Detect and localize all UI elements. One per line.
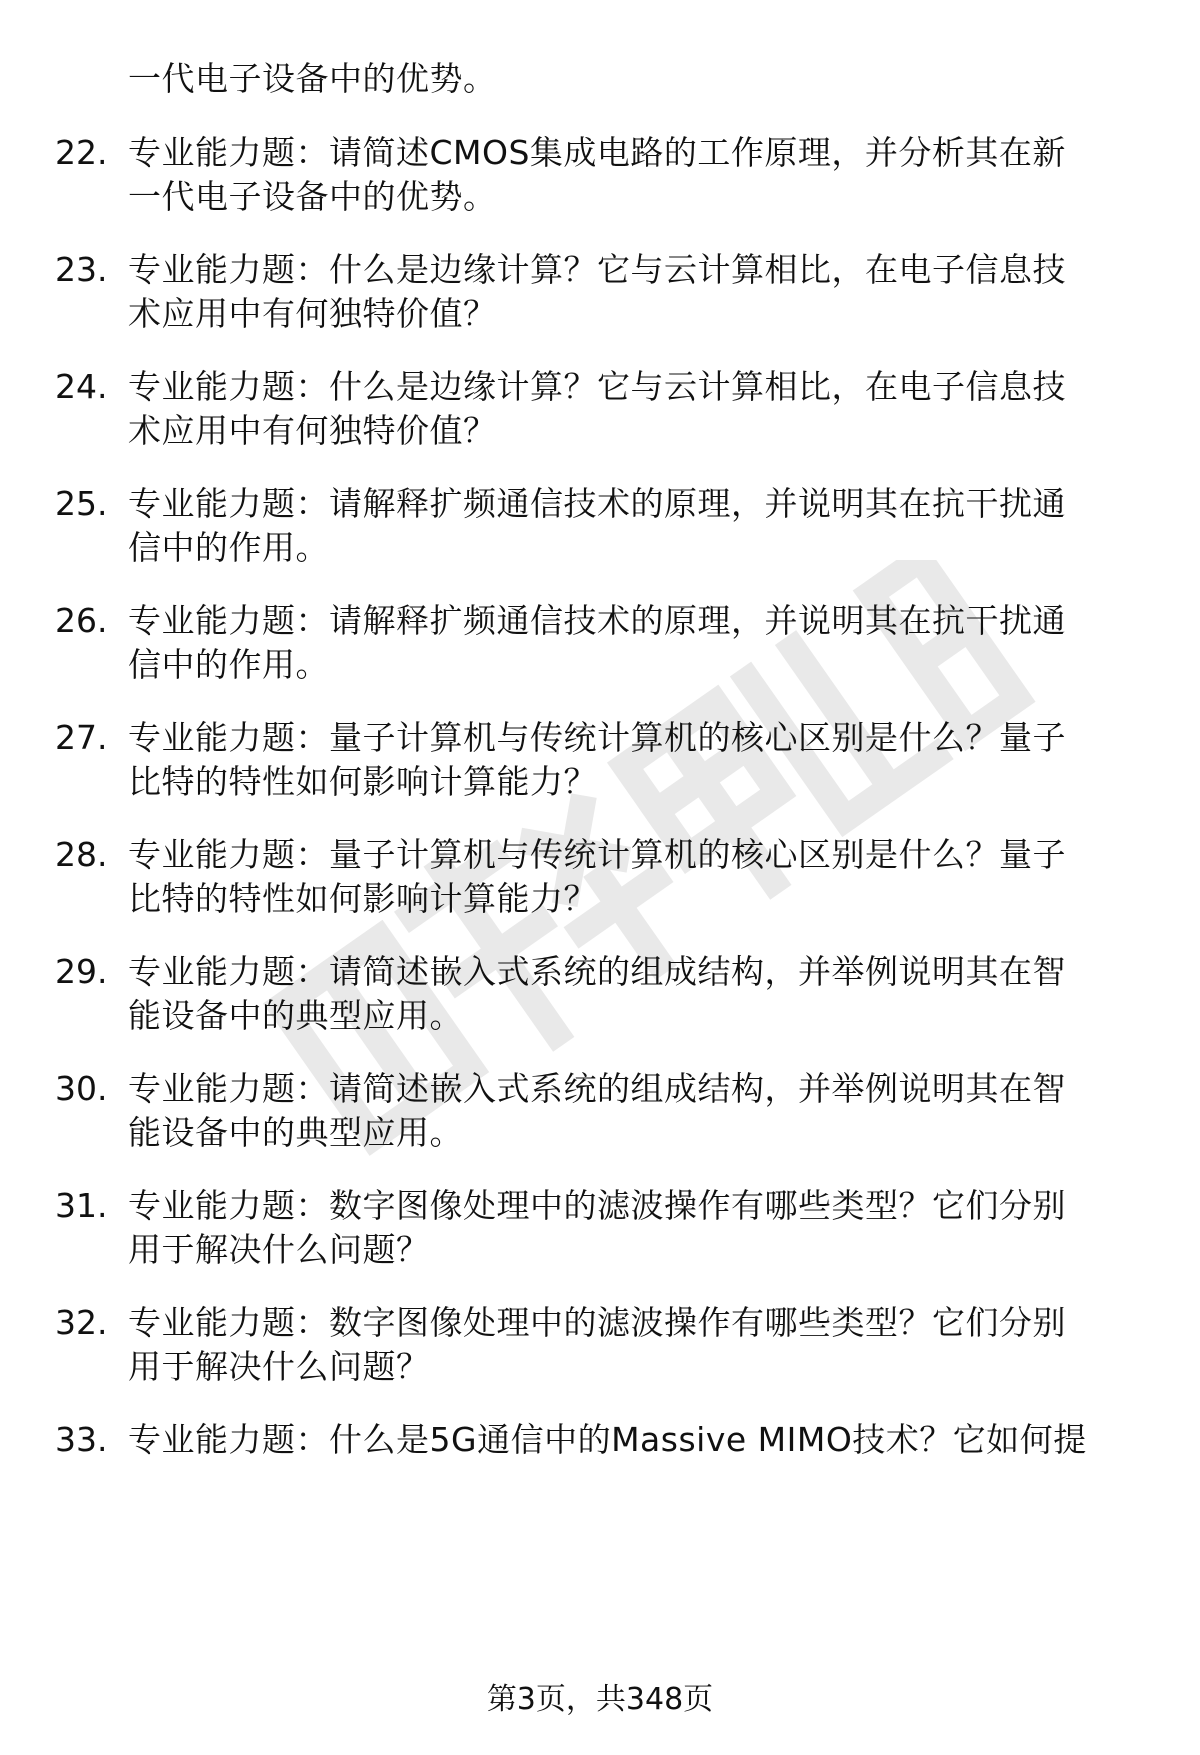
item-number: 23. xyxy=(55,250,108,289)
item-text: 用于解决什么问题？ xyxy=(128,1230,430,1269)
item-text: 信中的作用。 xyxy=(128,528,329,567)
continuation-text: 一代电子设备中的优势。 xyxy=(128,59,497,98)
item-text: 专业能力题：数字图像处理中的滤波操作有哪些类型？它们分别 xyxy=(128,1303,1066,1342)
item-number: 31. xyxy=(55,1186,108,1225)
item-text: 术应用中有何独特价值？ xyxy=(128,294,497,333)
item-text: 比特的特性如何影响计算能力？ xyxy=(128,879,597,918)
item-text: 专业能力题：量子计算机与传统计算机的核心区别是什么？量子 xyxy=(128,835,1066,874)
item-text: 术应用中有何独特价值？ xyxy=(128,411,497,450)
item-text: 比特的特性如何影响计算能力？ xyxy=(128,762,597,801)
item-text: 一代电子设备中的优势。 xyxy=(128,177,497,216)
item-text: 专业能力题：什么是边缘计算？它与云计算相比，在电子信息技 xyxy=(128,367,1066,406)
item-text: 用于解决什么问题？ xyxy=(128,1347,430,1386)
item-text: 专业能力题：什么是5G通信中的Massive MIMO技术？它如何提 xyxy=(128,1420,1087,1459)
item-text: 信中的作用。 xyxy=(128,645,329,684)
item-text: 专业能力题：请解释扩频通信技术的原理，并说明其在抗干扰通 xyxy=(128,601,1066,640)
item-number: 24. xyxy=(55,367,108,406)
page-footer: 第3页，共348页 xyxy=(486,1682,714,1717)
item-text: 专业能力题：请解释扩频通信技术的原理，并说明其在抗干扰通 xyxy=(128,484,1066,523)
item-text: 专业能力题：请简述嵌入式系统的组成结构，并举例说明其在智 xyxy=(128,1069,1066,1108)
item-number: 22. xyxy=(55,133,108,172)
item-number: 33. xyxy=(55,1420,108,1459)
item-text: 能设备中的典型应用。 xyxy=(128,1113,463,1152)
item-text: 能设备中的典型应用。 xyxy=(128,996,463,1035)
item-number: 32. xyxy=(55,1303,108,1342)
item-text: 专业能力题：什么是边缘计算？它与云计算相比，在电子信息技 xyxy=(128,250,1066,289)
item-number: 30. xyxy=(55,1069,108,1108)
item-text: 专业能力题：数字图像处理中的滤波操作有哪些类型？它们分别 xyxy=(128,1186,1066,1225)
item-text: 专业能力题：请简述CMOS集成电路的工作原理，并分析其在新 xyxy=(128,133,1066,172)
item-text: 专业能力题：请简述嵌入式系统的组成结构，并举例说明其在智 xyxy=(128,952,1066,991)
item-number: 25. xyxy=(55,484,108,523)
item-number: 28. xyxy=(55,835,108,874)
item-text: 专业能力题：量子计算机与传统计算机的核心区别是什么？量子 xyxy=(128,718,1066,757)
item-number: 29. xyxy=(55,952,108,991)
item-number: 26. xyxy=(55,601,108,640)
item-number: 27. xyxy=(55,718,108,757)
